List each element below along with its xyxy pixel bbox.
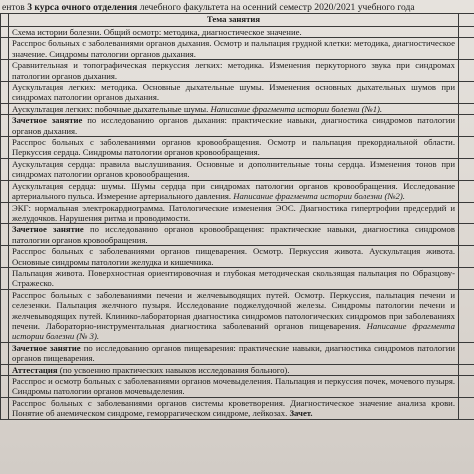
hours-cell <box>459 289 474 342</box>
table-row <box>1 202 474 224</box>
topic-cell <box>9 376 459 398</box>
hours-cell <box>459 224 474 246</box>
table-row <box>1 376 474 398</box>
topic-text: (по усвоению практических навыков исследования больного). <box>57 364 290 375</box>
table-row <box>1 103 474 114</box>
topic-text: Аускультация сердца: правила выслушивания. Основные и дополнительные тоны сердца. Изменения тонов при синдромах патологии органов кровообращения. <box>12 158 455 180</box>
topic-text: Расспрос больных с заболеваниями органов системы кроветворения. Диагностическое значение анализа крови. Понятие об анемическом синдроме, геморрагическом синдроме, лейкозах. <box>12 397 455 419</box>
topic-text: Расспрос больных с заболеваниями печени и желчевыводящих путей. Осмотр. Перкуссия, пальпация печени и селезенки. Пальпация желчного пузыря. Исследование поджелудочной железы. Синдромы патологии печени и желчевыводящих путей. Клинико-лабораторная диагностика синдромов патологических синдромов при заболеваниях печени. Лабораторно-инструментальная диагностика заболеваний органов пищеварения. <box>12 289 455 331</box>
topic-cell <box>9 137 459 159</box>
topic-text: Сравнительная и топографическая перкуссия легких: методика. Изменения перкуторного звука при синдромах патологии органов дыхания. <box>12 60 455 81</box>
hours-cell <box>459 364 474 375</box>
header-bold: 3 курса очного отделения <box>27 2 138 13</box>
row-number-cell <box>1 137 9 159</box>
row-number-cell <box>1 267 9 289</box>
topic-text: Аускультация сердца: шумы. Шумы сердца при синдромах патологии органов кровообращения. Исследование артериального пульса. Измерение артериального давления. <box>12 180 455 202</box>
topic-bold-text: Зачетное занятие <box>12 115 83 126</box>
row-number-cell <box>1 38 9 60</box>
hours-cell <box>459 27 474 38</box>
topic-text: по исследованию органов дыхания: практические навыки, диагностика синдромов патологии органов дыхания. <box>12 115 455 136</box>
row-number-cell <box>1 115 9 137</box>
row-number-cell <box>1 158 9 180</box>
topic-text: Расспрос больных с заболеваниями органов дыхания. Осмотр и пальпация грудной клетки: методика, диагностическое значение. Синдромы патологии органов дыхания. <box>12 38 455 59</box>
table-row <box>1 246 474 268</box>
document-header <box>2 2 472 13</box>
number-column-header <box>1 14 9 27</box>
topic-cell <box>9 202 459 224</box>
topic-bold-text: Аттестация <box>12 364 58 375</box>
table-header-row <box>1 14 474 27</box>
topic-bold-text: Зачетное занятие <box>12 224 84 235</box>
table-body <box>1 27 474 420</box>
table-row <box>1 180 474 202</box>
topic-cell <box>9 60 459 82</box>
topic-text: Схема истории болезни. Общий осмотр: методика, диагностическое значение. <box>12 27 302 37</box>
topic-cell <box>9 115 459 137</box>
table-row <box>1 27 474 38</box>
topic-text: Аускультация легких: методика. Основные дыхательные шумы. Изменения основных дыхательных шумов при синдромах патологии органов дыхания. <box>12 82 455 103</box>
topic-cell <box>9 180 459 202</box>
topic-text: Аускультация легких: побочные дыхательные шумы. <box>12 103 211 114</box>
topic-text: Расспрос и осмотр больных с заболеваниями органов мочевыделения. Пальпация и перкуссия почек, мочевого пузыря. Синдромы патологии органов мочевыделения. <box>12 376 455 397</box>
row-number-cell <box>1 103 9 114</box>
topic-italic-text: Написание фрагмента истории болезни (№ 3). <box>12 320 455 342</box>
table-row <box>1 267 474 289</box>
hours-cell <box>459 137 474 159</box>
hours-cell <box>459 180 474 202</box>
table-row <box>1 115 474 137</box>
topic-cell <box>9 82 459 104</box>
topic-italic-text: Написание фрагмента истории болезни (№2). <box>233 191 405 202</box>
header-rest: лечебного факультета на осенний семестр 2020/2021 учебного года <box>139 2 415 13</box>
table-row <box>1 60 474 82</box>
topic-text: Расспрос больных с заболеваниями органов кровообращения. Осмотр и пальпация прекордиальной области. Перкуссия сердца. Синдромы патологии органов кровообращения. <box>12 137 455 158</box>
row-number-cell <box>1 397 9 419</box>
hours-cell <box>459 342 474 364</box>
topic-text: по исследованию органов пищеварения: практические навыки, диагностика синдромов патологии органов пищеварения. <box>12 342 455 364</box>
row-number-cell <box>1 364 9 375</box>
topic-cell <box>9 158 459 180</box>
hours-cell <box>459 376 474 398</box>
header-lead: ентов <box>2 2 25 13</box>
topic-cell <box>9 224 459 246</box>
topic-text: Пальпация живота. Поверхностная ориентировочная и глубокая методическая скользящая пальпация по Образцову-Стражеско. <box>12 267 455 289</box>
table-row <box>1 364 474 375</box>
hours-column-header <box>459 14 474 27</box>
hours-cell <box>459 246 474 268</box>
hours-cell <box>459 60 474 82</box>
table-row <box>1 224 474 246</box>
hours-cell <box>459 82 474 104</box>
topic-text: ЭКГ: нормальная электрокардиограмма. Патологические изменения ЭОС. Диагностика гипертрофии предсердий и желудочков. Нарушения ритма и проводимости. <box>12 202 455 223</box>
row-number-cell <box>1 202 9 224</box>
topic-cell <box>9 246 459 268</box>
topic-bold-text: Зачетное занятие <box>12 342 81 353</box>
hours-cell <box>459 397 474 419</box>
topic-cell <box>9 364 459 375</box>
row-number-cell <box>1 82 9 104</box>
topic-cell <box>9 267 459 289</box>
hours-cell <box>459 115 474 137</box>
schedule-table <box>0 13 474 420</box>
row-number-cell <box>1 224 9 246</box>
row-number-cell <box>1 27 9 38</box>
topic-column-header: Тема занятия <box>9 14 459 27</box>
row-number-cell <box>1 376 9 398</box>
topic-bold-text: Зачет. <box>289 408 313 419</box>
row-number-cell <box>1 180 9 202</box>
hours-cell <box>459 267 474 289</box>
table-row <box>1 397 474 419</box>
row-number-cell <box>1 246 9 268</box>
table-row <box>1 82 474 104</box>
table-row <box>1 158 474 180</box>
topic-cell <box>9 397 459 419</box>
topic-cell <box>9 289 459 342</box>
table-row <box>1 137 474 159</box>
hours-cell <box>459 158 474 180</box>
table-row <box>1 289 474 342</box>
topic-text: по исследованию органов кровообращения: практические навыки, диагностика синдромов патологии органов кровообращения. <box>12 224 455 245</box>
topic-italic-text: Написание фрагмента истории болезни (№1). <box>210 103 383 114</box>
table-row <box>1 342 474 364</box>
hours-cell <box>459 202 474 224</box>
row-number-cell <box>1 289 9 342</box>
row-number-cell <box>1 342 9 364</box>
topic-cell <box>9 342 459 364</box>
hours-cell <box>459 103 474 114</box>
topic-cell <box>9 103 459 114</box>
table-row <box>1 38 474 60</box>
topic-text: Расспрос больных с заболеваниями органов пищеварения. Осмотр. Перкуссия живота. Аускультация живота. Основные синдромы патологии желудка и кишечника. <box>12 246 455 267</box>
row-number-cell <box>1 60 9 82</box>
topic-cell <box>9 38 459 60</box>
topic-cell <box>9 27 459 38</box>
hours-cell <box>459 38 474 60</box>
